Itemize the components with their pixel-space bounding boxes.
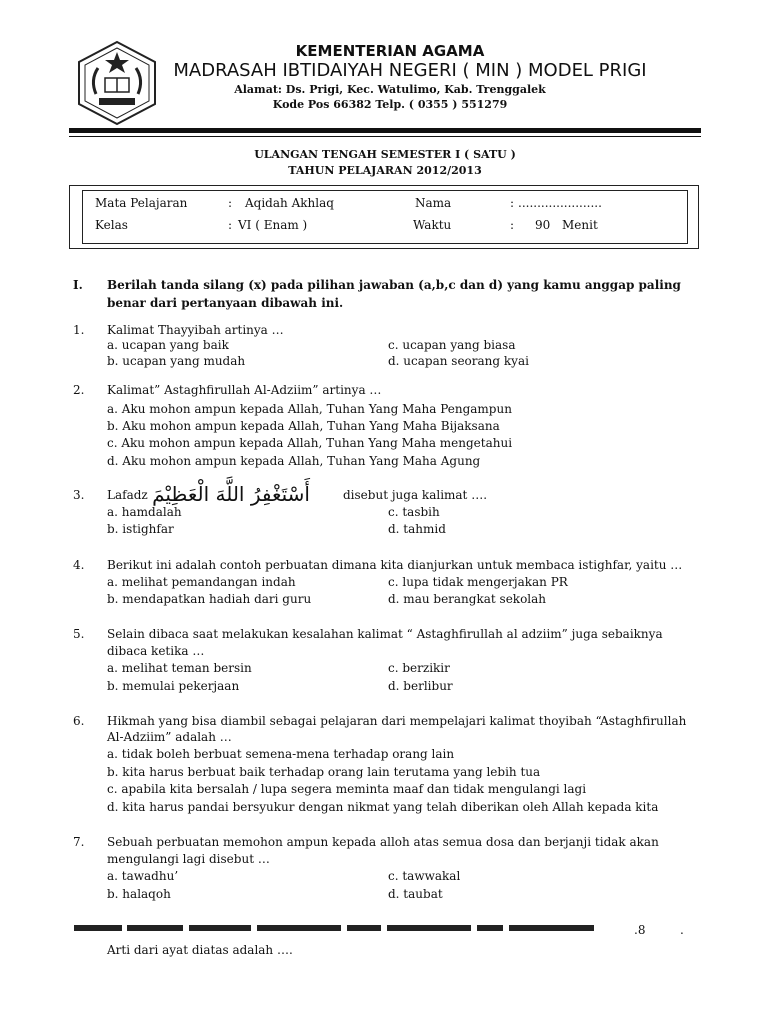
option-c: c. tasbih <box>388 505 440 519</box>
question-text-line-2: Al-Adziim” adalah … <box>107 730 232 744</box>
header-rule-thick <box>69 128 701 133</box>
option-a: a. Aku mohon ampun kepada Allah, Tuhan Yang Maha Pengampun <box>107 402 512 416</box>
option-c: c. apabila kita bersalah / lupa segera meminta maaf dan tidak mengulangi lagi <box>107 782 587 796</box>
question-text: Lafadz <box>107 488 148 502</box>
question-text-line-2: dibaca ketika … <box>107 644 205 658</box>
subject-label: Mata Pelajaran <box>95 196 188 210</box>
school-address: Alamat: Ds. Prigi, Kec. Watulimo, Kab. Trenggalek <box>234 83 546 96</box>
unrendered-arabic-verse <box>74 922 594 934</box>
option-c: c. tawwakal <box>388 869 461 883</box>
class-label: Kelas <box>95 218 128 232</box>
option-b: b. Aku mohon ampun kepada Allah, Tuhan Yang Maha Bijaksana <box>107 419 500 433</box>
option-b: b. ucapan yang mudah <box>107 354 246 368</box>
subject-value: Aqidah Akhlaq <box>245 196 334 210</box>
option-c: c. ucapan yang biasa <box>388 338 516 352</box>
option-b: b. memulai pekerjaan <box>107 679 240 693</box>
question-text: Selain dibaca saat melakukan kesalahan kalimat “ Astaghfirullah al adziim” juga sebaiknya <box>107 627 663 641</box>
question-number: 4. <box>73 558 85 572</box>
option-d: d. mau berangkat sekolah <box>388 592 547 606</box>
question-number: 5. <box>73 627 85 641</box>
option-d: d. kita harus pandai bersyukur dengan nikmat yang telah diberikan oleh Allah kepada kita <box>107 800 659 814</box>
option-a: a. ucapan yang baik <box>107 338 229 352</box>
question-number: 3. <box>73 488 85 502</box>
question-text: Kalimat” Astaghfirullah Al-Adziim” artinya … <box>107 383 382 397</box>
option-a: a. tidak boleh berbuat semena-mena terhadap orang lain <box>107 747 455 761</box>
question-text: Sebuah perbuatan memohon ampun kepada alloh atas semua dosa dan berjanji tidak akan <box>107 835 659 849</box>
class-colon: : <box>228 218 233 232</box>
section-number: I. <box>73 278 83 292</box>
option-a: a. melihat teman bersin <box>107 661 252 675</box>
option-b: b. mendapatkan hadiah dari guru <box>107 592 312 606</box>
option-d: d. berlibur <box>388 679 453 693</box>
name-colon: : <box>510 196 515 210</box>
class-value: VI ( Enam ) <box>238 218 308 232</box>
option-d: d. taubat <box>388 887 443 901</box>
time-unit: Menit <box>562 218 598 232</box>
arabic-calligraphy: أَسْتَغْفِرُ اللَّهَ الْعَظِيْمَ <box>152 482 310 506</box>
question-text: Arti dari ayat diatas adalah …. <box>107 943 293 957</box>
question-number: 1. <box>73 323 85 337</box>
name-label: Nama <box>415 196 452 210</box>
option-b: b. istighfar <box>107 522 174 536</box>
school-postal-phone: Kode Pos 66382 Telp. ( 0355 ) 551279 <box>272 98 508 111</box>
subject-colon: : <box>228 196 233 210</box>
option-c: c. Aku mohon ampun kepada Allah, Tuhan Yang Maha mengetahui <box>107 436 513 450</box>
exam-year: TAHUN PELAJARAN 2012/2013 <box>288 164 482 177</box>
time-label: Waktu <box>413 218 452 232</box>
question-text: Berikut ini adalah contoh perbuatan dimana kita dianjurkan untuk membaca istighfar, yaitu … <box>107 558 683 572</box>
kemenag-emblem-icon <box>74 40 160 126</box>
option-a: a. melihat pemandangan indah <box>107 575 296 589</box>
question-text-continued: disebut juga kalimat …. <box>343 488 488 502</box>
section-instruction-line-2: benar dari pertanyaan dibawah ini. <box>107 296 344 310</box>
question-number: 2. <box>73 383 85 397</box>
option-a: a. hamdalah <box>107 505 182 519</box>
question-text: Kalimat Thayyibah artinya … <box>107 323 284 337</box>
option-d: d. tahmid <box>388 522 446 536</box>
ministry-name: KEMENTERIAN AGAMA <box>295 42 485 60</box>
section-instruction-line-1: Berilah tanda silang (x) pada pilihan jawaban (a,b,c dan d) yang kamu anggap paling <box>107 278 681 292</box>
exam-title: ULANGAN TENGAH SEMESTER I ( SATU ) <box>254 148 516 161</box>
question-trailing-dot: . <box>680 923 684 937</box>
question-number: .8 <box>634 923 646 937</box>
question-text: Hikmah yang bisa diambil sebagai pelajaran dari mempelajari kalimat thoyibah “Astaghfirullah <box>107 714 687 728</box>
option-b: b. halaqoh <box>107 887 171 901</box>
school-name: MADRASAH IBTIDAIYAH NEGERI ( MIN ) MODEL PRIGI <box>173 60 647 81</box>
name-value: ...................... <box>518 196 602 210</box>
option-c: c. berzikir <box>388 661 450 675</box>
question-number: 6. <box>73 714 85 728</box>
question-text-line-2: mengulangi lagi disebut … <box>107 852 270 866</box>
time-value: 90 <box>535 218 551 232</box>
option-c: c. lupa tidak mengerjakan PR <box>388 575 568 589</box>
option-d: d. Aku mohon ampun kepada Allah, Tuhan Yang Maha Agung <box>107 454 481 468</box>
option-d: d. ucapan seorang kyai <box>388 354 529 368</box>
question-number: 7. <box>73 835 85 849</box>
header-rule-thin <box>69 136 701 137</box>
time-colon: : <box>510 218 515 232</box>
option-b: b. kita harus berbuat baik terhadap orang lain terutama yang lebih tua <box>107 765 541 779</box>
option-a: a. tawadhu’ <box>107 869 179 883</box>
